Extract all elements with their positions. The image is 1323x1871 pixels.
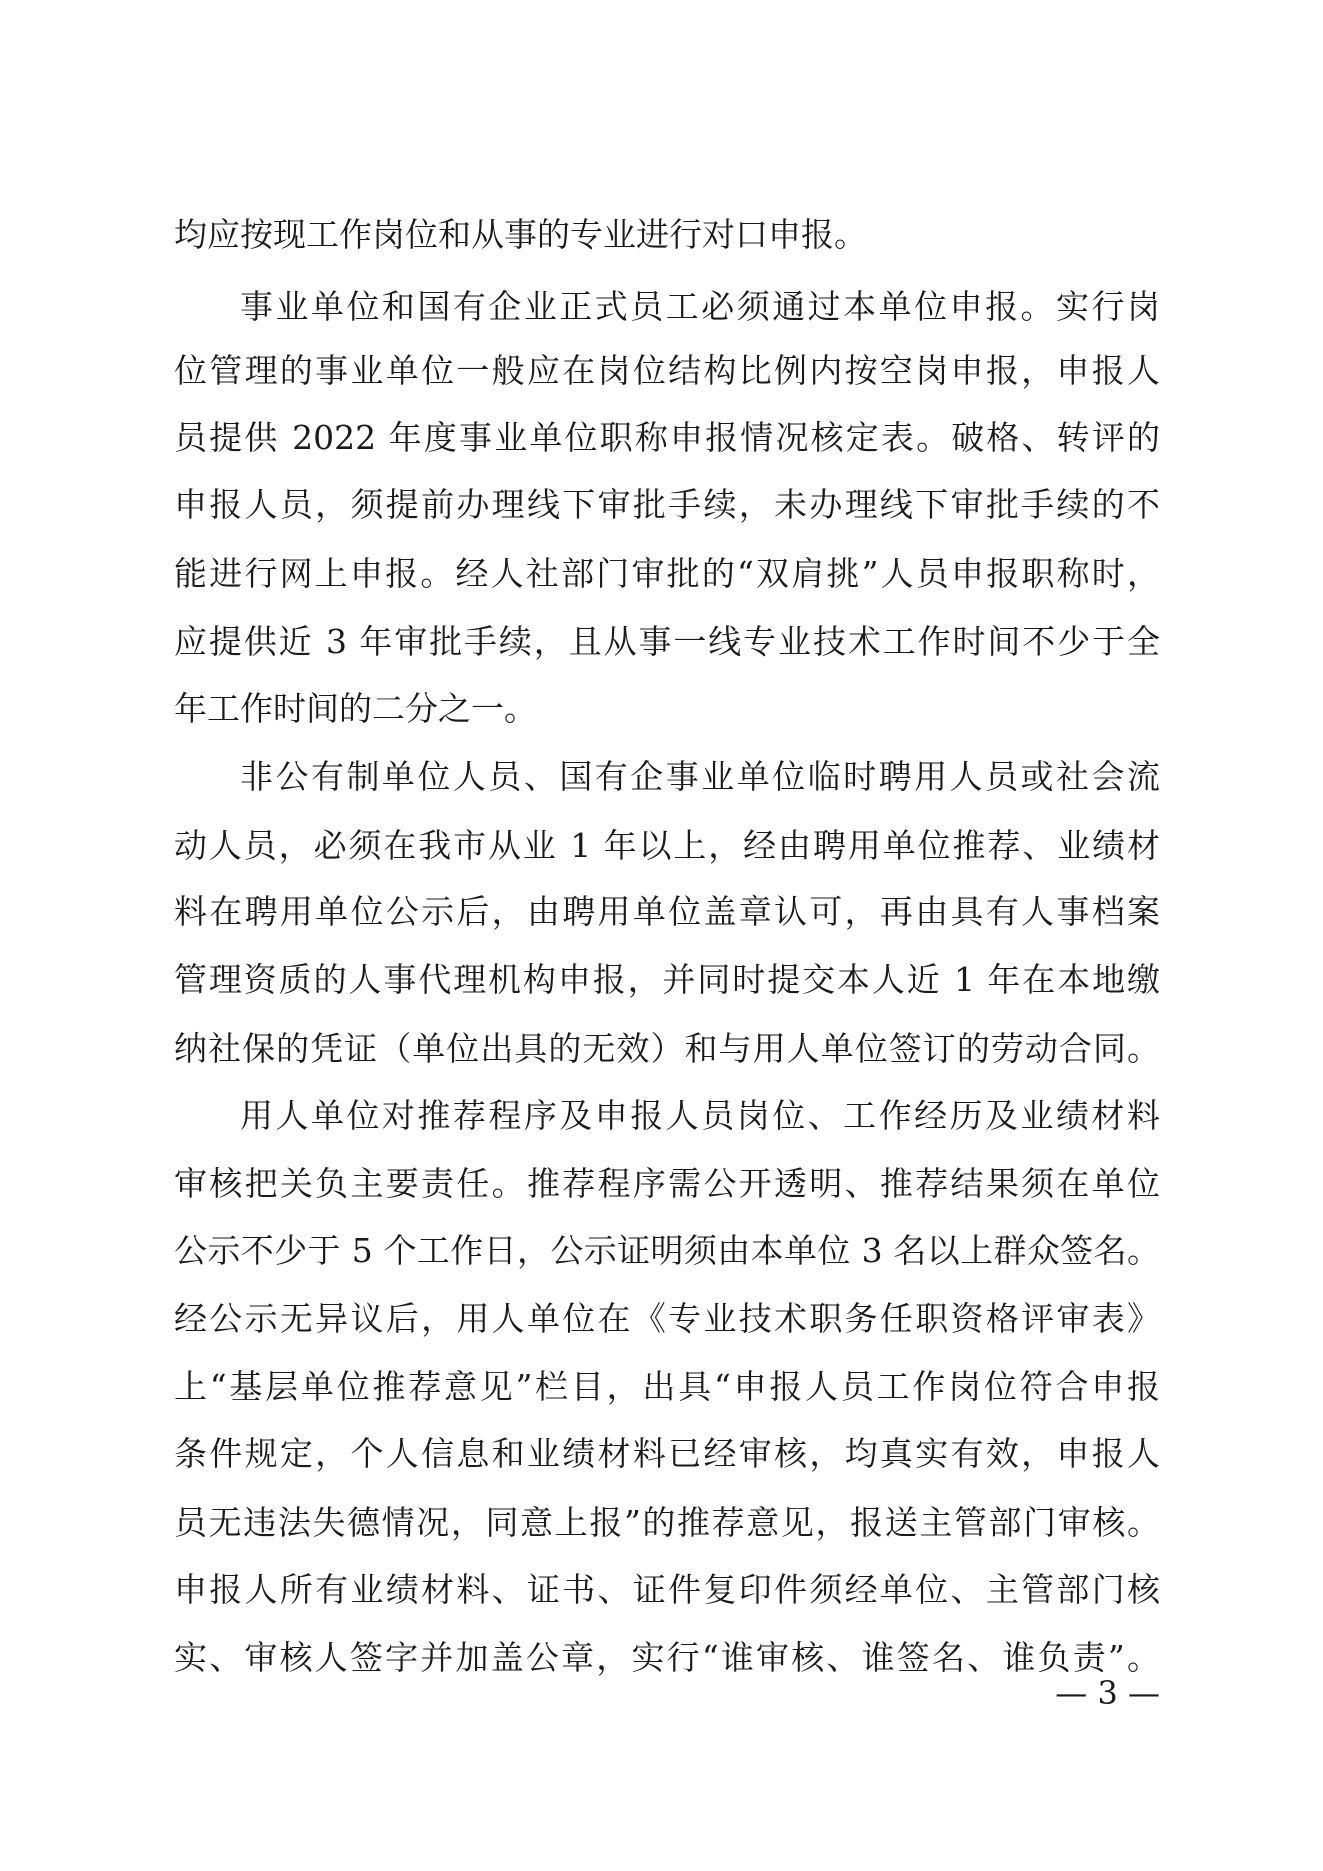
page-number: — 3 — [1055,1674,1160,1712]
text-line: 动人员，必须在我市从业 1 年以上，经由聘用单位推荐、业绩材 [174,826,1160,865]
text-line: 条件规定，个人信息和业绩材料已经审核，均真实有效，申报人 [174,1434,1160,1473]
text-line: 年工作时间的二分之一。 [174,689,537,728]
text-line: 管理资质的人事代理机构申报，并同时提交本人近 1 年在本地缴 [174,960,1160,999]
text-line: 均应按现工作岗位和从事的专业进行对口申报。 [174,215,867,254]
text-line: 实、审核人签字并加盖公章，实行“谁审核、谁签名、谁负责”。 [174,1638,1160,1677]
text-line: 公示不少于 5 个工作日，公示证明须由本单位 3 名以上群众签名。 [174,1231,1160,1270]
text-line: 申报人员，须提前办理线下审批手续，未办理线下审批手续的不 [174,485,1160,524]
text-line: 应提供近 3 年审批手续，且从事一线专业技术工作时间不少于全 [174,622,1160,661]
text-line: 经公示无异议后，用人单位在《专业技术职务任职资格评审表》 [174,1299,1160,1338]
text-line: 上“基层单位推荐意见”栏目，出具“申报人员工作岗位符合申报 [174,1367,1160,1406]
paragraph-start-line: 用人单位对推荐程序及申报人员岗位、工作经历及业绩材料 [240,1096,1160,1135]
paragraph-start-line: 非公有制单位人员、国有企事业单位临时聘用人员或社会流 [240,757,1160,796]
text-line: 员提供 2022 年度事业单位职称申报情况核定表。破格、转评的 [174,418,1160,457]
paragraph-start-line: 事业单位和国有企业正式员工必须通过本单位申报。实行岗 [240,287,1160,326]
text-line: 料在聘用单位公示后，由聘用单位盖章认可，再由具有人事档案 [174,892,1160,931]
text-line: 位管理的事业单位一般应在岗位结构比例内按空岗申报，申报人 [174,351,1160,390]
text-line: 审核把关负主要责任。推荐程序需公开透明、推荐结果须在单位 [174,1164,1160,1203]
text-line: 纳社保的凭证（单位出具的无效）和与用人单位签订的劳动合同。 [174,1029,1160,1068]
text-line: 员无违法失德情况，同意上报”的推荐意见，报送主管部门审核。 [174,1503,1160,1542]
text-line: 能进行网上申报。经人社部门审批的“双肩挑”人员申报职称时， [174,554,1160,593]
text-line: 申报人所有业绩材料、证书、证件复印件须经单位、主管部门核 [174,1570,1160,1609]
